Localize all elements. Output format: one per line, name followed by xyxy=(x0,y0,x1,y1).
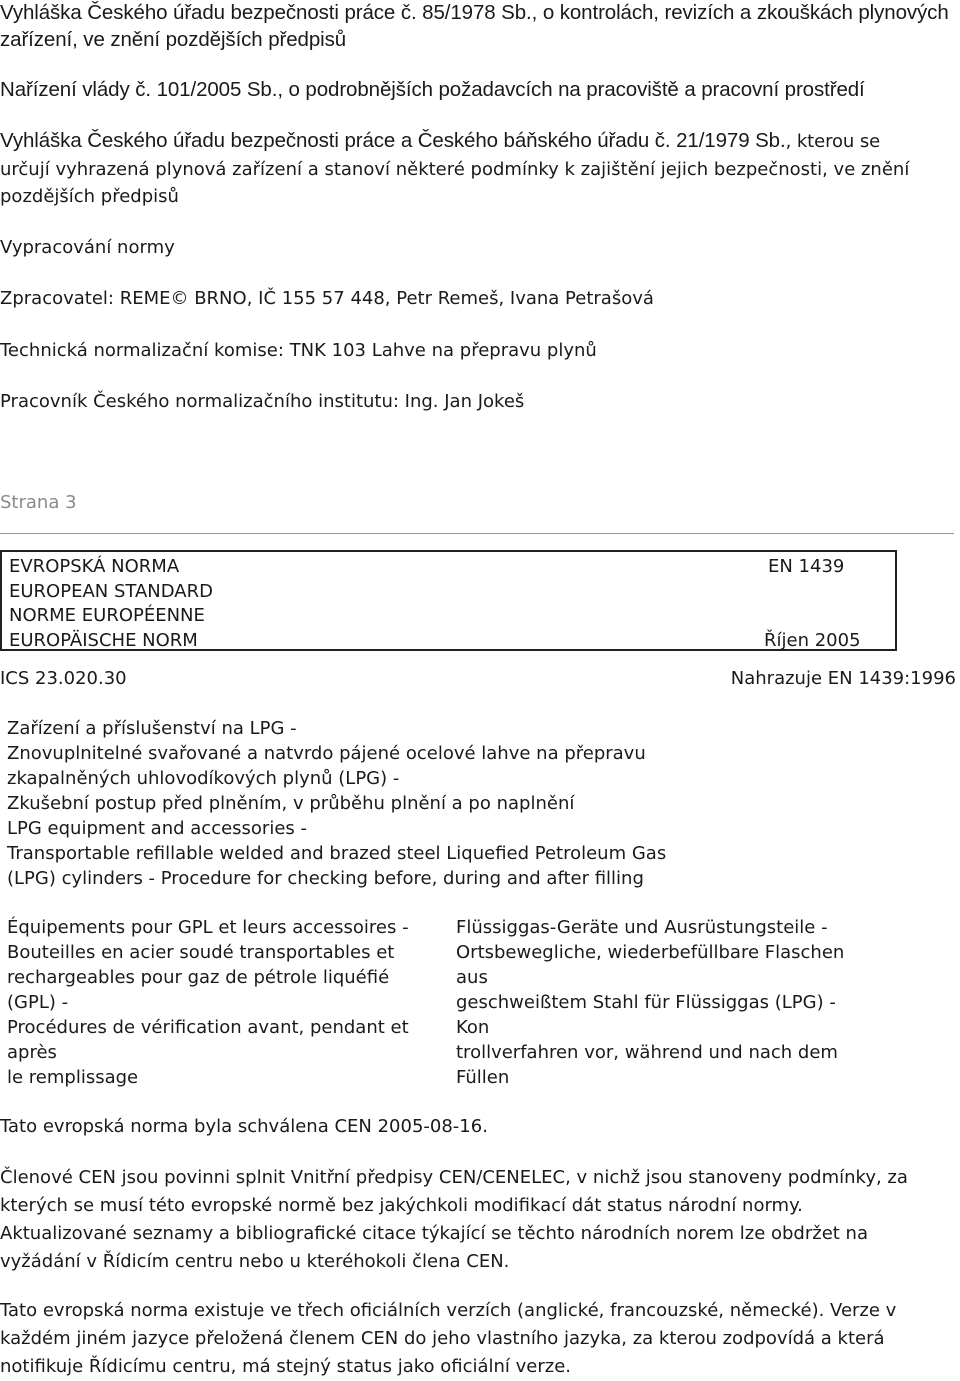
reference-line: zařízení, ve znění pozdějších předpisů xyxy=(0,28,347,51)
separator-line xyxy=(0,533,954,534)
reference-line xyxy=(0,129,880,154)
title-fr-line: rechargeables pour gaz de pétrole liquéfié xyxy=(7,967,390,988)
norm-number: EN 1439 xyxy=(768,556,845,577)
title-fr-line: le remplissage xyxy=(7,1067,139,1088)
title-fr-line: Bouteilles en acier soudé transportables et xyxy=(7,942,395,963)
title-de-line: geschweißtem Stahl für Flüssiggas (LPG) - xyxy=(456,992,836,1013)
reference-line: určují vyhrazená plynová zařízení a stanoví některé podmínky k zajištění jejich bezpečnosti, ve znění xyxy=(0,159,910,180)
title-de-line: aus xyxy=(456,967,488,988)
norm-header-line: EUROPÄISCHE NORM xyxy=(9,630,198,651)
reference-line-part: Vyhláška Českého úřadu bezpečnosti práce a Českého báňského úřadu č. 21/1979 Sb. xyxy=(0,129,786,152)
title-line: LPG equipment and accessories - xyxy=(7,818,308,839)
title-fr-line: Équipements pour GPL et leurs accessoires - xyxy=(7,917,409,938)
norm-header-line: EVROPSKÁ NORMA xyxy=(9,556,180,577)
reference-line: Nařízení vlády č. 101/2005 Sb., o podrobnějších požadavcích na pracoviště a pracovní prostředí xyxy=(0,78,865,101)
norm-header-line: NORME EUROPÉENNE xyxy=(9,605,205,626)
title-de-line: Kon xyxy=(456,1017,490,1038)
ics-code: ICS 23.020.30 xyxy=(0,668,127,689)
norm-date: Říjen 2005 xyxy=(764,630,861,651)
preparation-author: Zpracovatel: REME© BRNO, IČ 155 57 448, Petr Remeš, Ivana Petrašová xyxy=(0,288,654,309)
preparation-committee: Technická normalizační komise: TNK 103 Lahve na přepravu plynů xyxy=(0,340,597,361)
reference-line-part: , kterou se xyxy=(785,131,881,152)
members-line: kterých se musí této evropské normě bez jakýchkoli modifikací dát status národní normy. xyxy=(0,1195,803,1216)
title-line: zkapalněných uhlovodíkových plynů (LPG) - xyxy=(7,768,400,789)
preparation-officer: Pracovník Českého normalizačního institutu: Ing. Jan Jokeš xyxy=(0,391,525,412)
title-de-line: Flüssiggas-Geräte und Ausrüstungsteile - xyxy=(456,917,828,938)
reference-line: pozdějších předpisů xyxy=(0,186,179,207)
members-line: vyžádání v Řídicím centru nebo u kteréhokoli člena CEN. xyxy=(0,1251,510,1272)
norm-header-box xyxy=(0,550,897,651)
title-fr-line: Procédures de vérification avant, pendant et xyxy=(7,1017,409,1038)
preparation-heading: Vypracování normy xyxy=(0,237,175,258)
title-line: Transportable refillable welded and brazed steel Liquefied Petroleum Gas xyxy=(7,843,667,864)
title-fr-line: après xyxy=(7,1042,57,1063)
title-de-line: Füllen xyxy=(456,1067,510,1088)
reference-line: Vyhláška Českého úřadu bezpečnosti práce č. 85/1978 Sb., o kontrolách, revizích a zkouškách plynových xyxy=(0,1,949,24)
title-fr-line: (GPL) - xyxy=(7,992,69,1013)
approval-statement: Tato evropská norma byla schválena CEN 2005-08-16. xyxy=(0,1116,488,1137)
page-label: Strana 3 xyxy=(0,492,77,513)
title-line: Zkušební postup před plněním, v průběhu plnění a po naplnění xyxy=(7,793,575,814)
members-line: Aktualizované seznamy a bibliografické citace týkající se těchto národních norem lze obdržet na xyxy=(0,1223,868,1244)
replaces-note: Nahrazuje EN 1439:1996 xyxy=(730,668,956,689)
title-de-line: trollverfahren vor, während und nach dem xyxy=(456,1042,838,1063)
versions-line: každém jiném jazyce přeložená členem CEN do jeho vlastního jazyka, za kterou zodpovídá a která xyxy=(0,1328,885,1349)
title-de-line: Ortsbewegliche, wiederbefüllbare Flaschen xyxy=(456,942,845,963)
title-line: Zařízení a příslušenství na LPG - xyxy=(7,718,297,739)
norm-header-line: EUROPEAN STANDARD xyxy=(9,581,213,602)
versions-line: Tato evropská norma existuje ve třech oficiálních verzích (anglické, francouzské, německé). Verze v xyxy=(0,1300,897,1321)
members-line: Členové CEN jsou povinni splnit Vnitřní předpisy CEN/CENELEC, v nichž jsou stanoveny podmínky, za xyxy=(0,1167,908,1188)
title-line: Znovuplnitelné svařované a natvrdo pájené ocelové lahve na přepravu xyxy=(7,743,646,764)
title-line: (LPG) cylinders - Procedure for checking before, during and after filling xyxy=(7,868,644,889)
versions-line: notifikuje Řídicímu centru, má stejný status jako oficiální verze. xyxy=(0,1356,572,1377)
